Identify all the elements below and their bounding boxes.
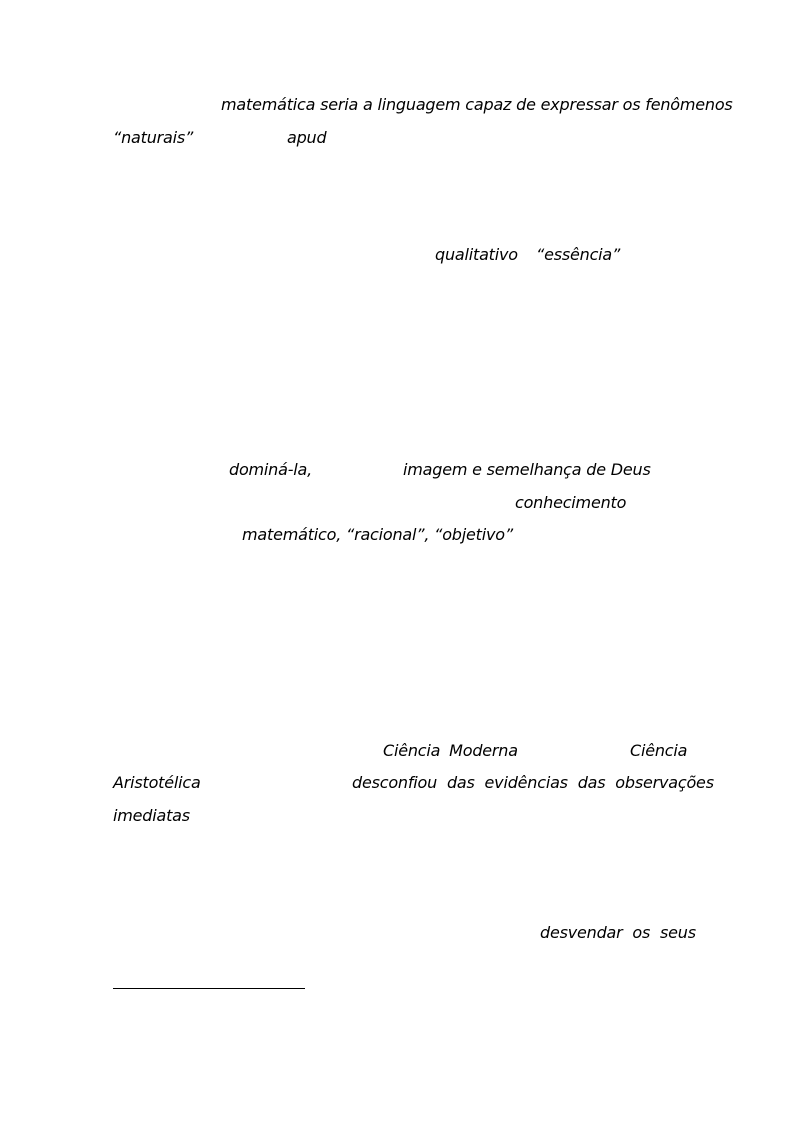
text-fragment: Ciência Moderna <box>383 741 518 760</box>
text-fragment: apud <box>287 128 327 147</box>
footnote-separator <box>113 988 305 989</box>
text-fragment: matemática seria a linguagem capaz de expressar os fenômenos <box>221 95 733 114</box>
text-fragment: “naturais” <box>113 128 194 147</box>
text-fragment: dominá-la, <box>229 460 313 479</box>
text-fragment: “essência” <box>536 245 621 264</box>
text-fragment: conhecimento <box>515 493 627 512</box>
text-fragment: qualitativo <box>435 245 518 264</box>
text-fragment: Aristotélica <box>113 773 201 792</box>
text-fragment: matemático, “racional”, “objetivo” <box>242 525 513 544</box>
text-fragment: desvendar os seus <box>540 923 696 942</box>
text-fragment: desconfiou das evidências das observações <box>352 773 714 792</box>
text-fragment: imagem e semelhança de Deus <box>403 460 651 479</box>
text-fragment: Ciência <box>630 741 688 760</box>
text-fragment: imediatas <box>113 806 190 825</box>
